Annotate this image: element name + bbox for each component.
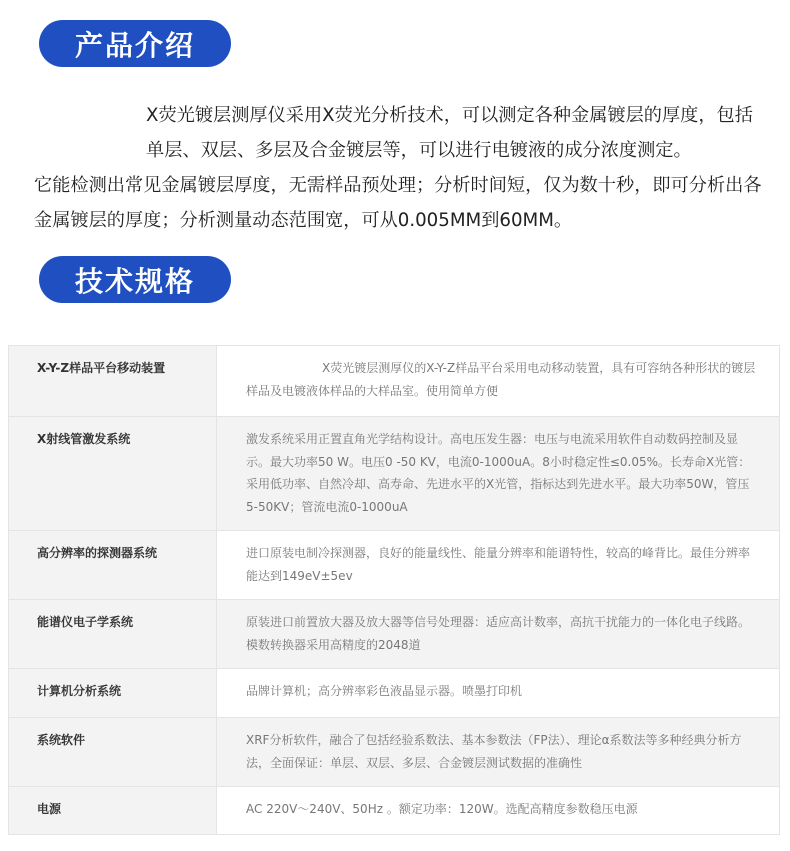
- intro-paragraph-2: 它能检测出常见金属镀层厚度，无需样品预处理；分析时间短，仅为数十秒，即可分析出各金属镀层的厚度；分析测量动态范围宽，可从0.005MM到60MM。: [34, 175, 762, 231]
- spec-row: [9, 531, 780, 600]
- spec-label: X射线管激发系统: [9, 417, 217, 531]
- spec-desc: 原装进口前置放大器及放大器等信号处理器：适应高计数率，高抗干扰能力的一体化电子线路。模数转换器采用高精度的2048道: [217, 600, 780, 669]
- spec-row: [9, 669, 780, 718]
- spec-label: 电源: [9, 787, 217, 835]
- intro-section-title: 产品介绍: [39, 20, 231, 67]
- spec-desc: XRF分析软件，融合了包括经验系数法、基本参数法（FP法）、理论α系数法等多种经典分析方法，全面保证：单层、双层、多层、合金镀层测试数据的准确性: [217, 718, 780, 787]
- spec-row: [9, 600, 780, 669]
- spec-desc: 进口原装电制冷探测器，良好的能量线性、能量分辨率和能谱特性，较高的峰背比。最佳分辨率能达到149eV±5ev: [217, 531, 780, 600]
- spec-label: X-Y-Z样品平台移动装置: [9, 346, 217, 417]
- spec-section-title: 技术规格: [39, 256, 231, 303]
- spec-row: [9, 417, 780, 531]
- spec-row: [9, 718, 780, 787]
- spec-label: 计算机分析系统: [9, 669, 217, 718]
- spec-table: [8, 345, 780, 835]
- spec-row: [9, 787, 780, 835]
- spec-desc: X荧光镀层测厚仪的X-Y-Z样品平台采用电动移动装置，具有可容纳各种形状的镀层样品及电镀液体样品的大样品室。使用简单方便: [217, 346, 780, 417]
- intro-paragraph-1: X荧光镀层测厚仪采用X荧光分析技术，可以测定各种金属镀层的厚度，包括单层、双层、多层及合金镀层等，可以进行电镀液的成分浓度测定。: [146, 105, 753, 161]
- spec-label: 系统软件: [9, 718, 217, 787]
- spec-desc: AC 220V～240V、50Hz 。额定功率：120W。选配高精度参数稳压电源: [217, 787, 780, 835]
- intro-text: [34, 98, 764, 238]
- spec-row: [9, 346, 780, 417]
- spec-label: 能谱仪电子学系统: [9, 600, 217, 669]
- spec-desc: 品牌计算机；高分辨率彩色液晶显示器。喷墨打印机: [217, 669, 780, 718]
- spec-desc: 激发系统采用正置直角光学结构设计。高电压发生器：电压与电流采用软件自动数码控制及显示。最大功率50 W。电压0 -50 KV，电流0-1000uA。8小时稳定性≤0.05%。长寿命X光管：采用低功率、自然冷却、高寿命、先进水平的X光管，指标达到先进水平。最大功率50W，管压5-50KV；管流电流0-1000uA: [217, 417, 780, 531]
- spec-label: 高分辨率的探测器系统: [9, 531, 217, 600]
